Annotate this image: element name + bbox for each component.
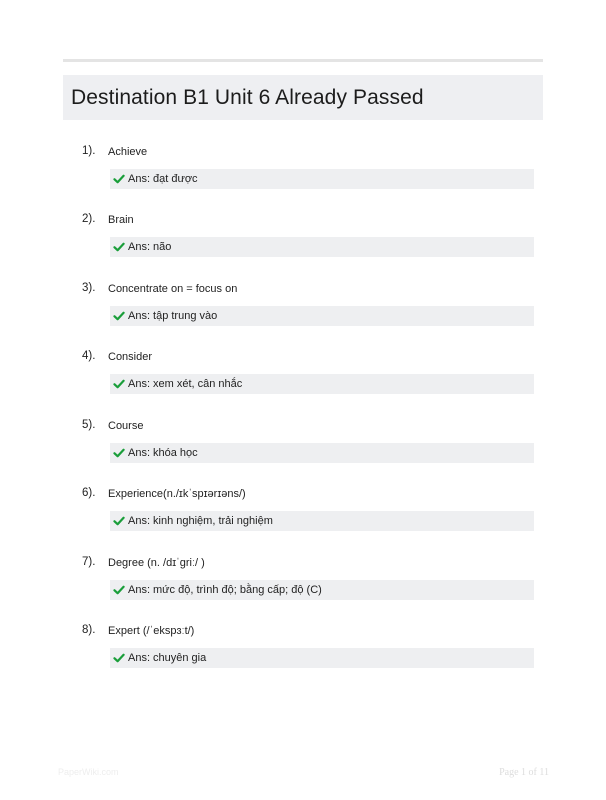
- question-number: 7).: [82, 556, 96, 568]
- answer-box: [110, 580, 534, 600]
- question-item: [0, 145, 606, 205]
- answer-label: Ans:: [128, 173, 151, 185]
- question-item: [0, 350, 606, 410]
- question-item: [0, 624, 606, 684]
- answer-box: [110, 648, 534, 668]
- check-icon: [113, 378, 125, 390]
- page-title: Destination B1 Unit 6 Already Passed: [71, 85, 424, 109]
- question-item: [0, 556, 606, 616]
- answer-label: Ans:: [128, 310, 151, 322]
- question-text: Consider: [108, 351, 153, 363]
- answer-text: tập trung vào: [153, 310, 218, 322]
- answer-box: [110, 511, 534, 531]
- question-text: Degree (n. /dɪˈɡriː/ ): [108, 557, 205, 569]
- question-number: 1).: [82, 145, 96, 157]
- check-icon: [113, 515, 125, 527]
- question-item: [0, 487, 606, 547]
- answer-label: Ans:: [128, 584, 151, 596]
- answer-label: Ans:: [128, 515, 151, 527]
- question-item: [0, 282, 606, 342]
- question-text: Brain: [108, 214, 134, 226]
- answer-label: Ans:: [128, 378, 151, 390]
- question-text: Course: [108, 420, 144, 432]
- footer-page-number: Page 1 of 11: [499, 767, 549, 778]
- question-number: 2).: [82, 213, 96, 225]
- answer-text: kinh nghiệm, trải nghiệm: [153, 515, 273, 527]
- title-banner: [63, 75, 543, 120]
- answer-box: [110, 169, 534, 189]
- answer-box: [110, 443, 534, 463]
- answer-box: [110, 306, 534, 326]
- question-text: Achieve: [108, 146, 148, 158]
- question-number: 8).: [82, 624, 96, 636]
- answer-label: Ans:: [128, 447, 151, 459]
- answer-text: khóa học: [153, 447, 198, 459]
- answer-text: não: [153, 241, 172, 253]
- answer-text: xem xét, cân nhắc: [153, 378, 243, 390]
- answer-text: đạt được: [153, 173, 198, 185]
- answer-label: Ans:: [128, 241, 151, 253]
- question-number: 3).: [82, 282, 96, 294]
- check-icon: [113, 241, 125, 253]
- question-item: [0, 213, 606, 273]
- footer-site: PaperWiki.com: [58, 767, 119, 777]
- answer-text: mức độ, trình độ; bằng cấp; độ (C): [153, 584, 322, 596]
- top-divider: [63, 59, 543, 62]
- question-text: Experience(n./ɪkˈspɪərɪəns/): [108, 488, 246, 500]
- answer-text: chuyên gia: [153, 652, 207, 664]
- question-text: Expert (/ˈekspɜːt/): [108, 625, 195, 637]
- question-number: 5).: [82, 419, 96, 431]
- check-icon: [113, 584, 125, 596]
- check-icon: [113, 447, 125, 459]
- question-number: 6).: [82, 487, 96, 499]
- check-icon: [113, 652, 125, 664]
- check-icon: [113, 310, 125, 322]
- answer-label: Ans:: [128, 652, 151, 664]
- question-number: 4).: [82, 350, 96, 362]
- answer-box: [110, 237, 534, 257]
- check-icon: [113, 173, 125, 185]
- question-item: [0, 419, 606, 479]
- question-text: Concentrate on = focus on: [108, 283, 238, 295]
- answer-box: [110, 374, 534, 394]
